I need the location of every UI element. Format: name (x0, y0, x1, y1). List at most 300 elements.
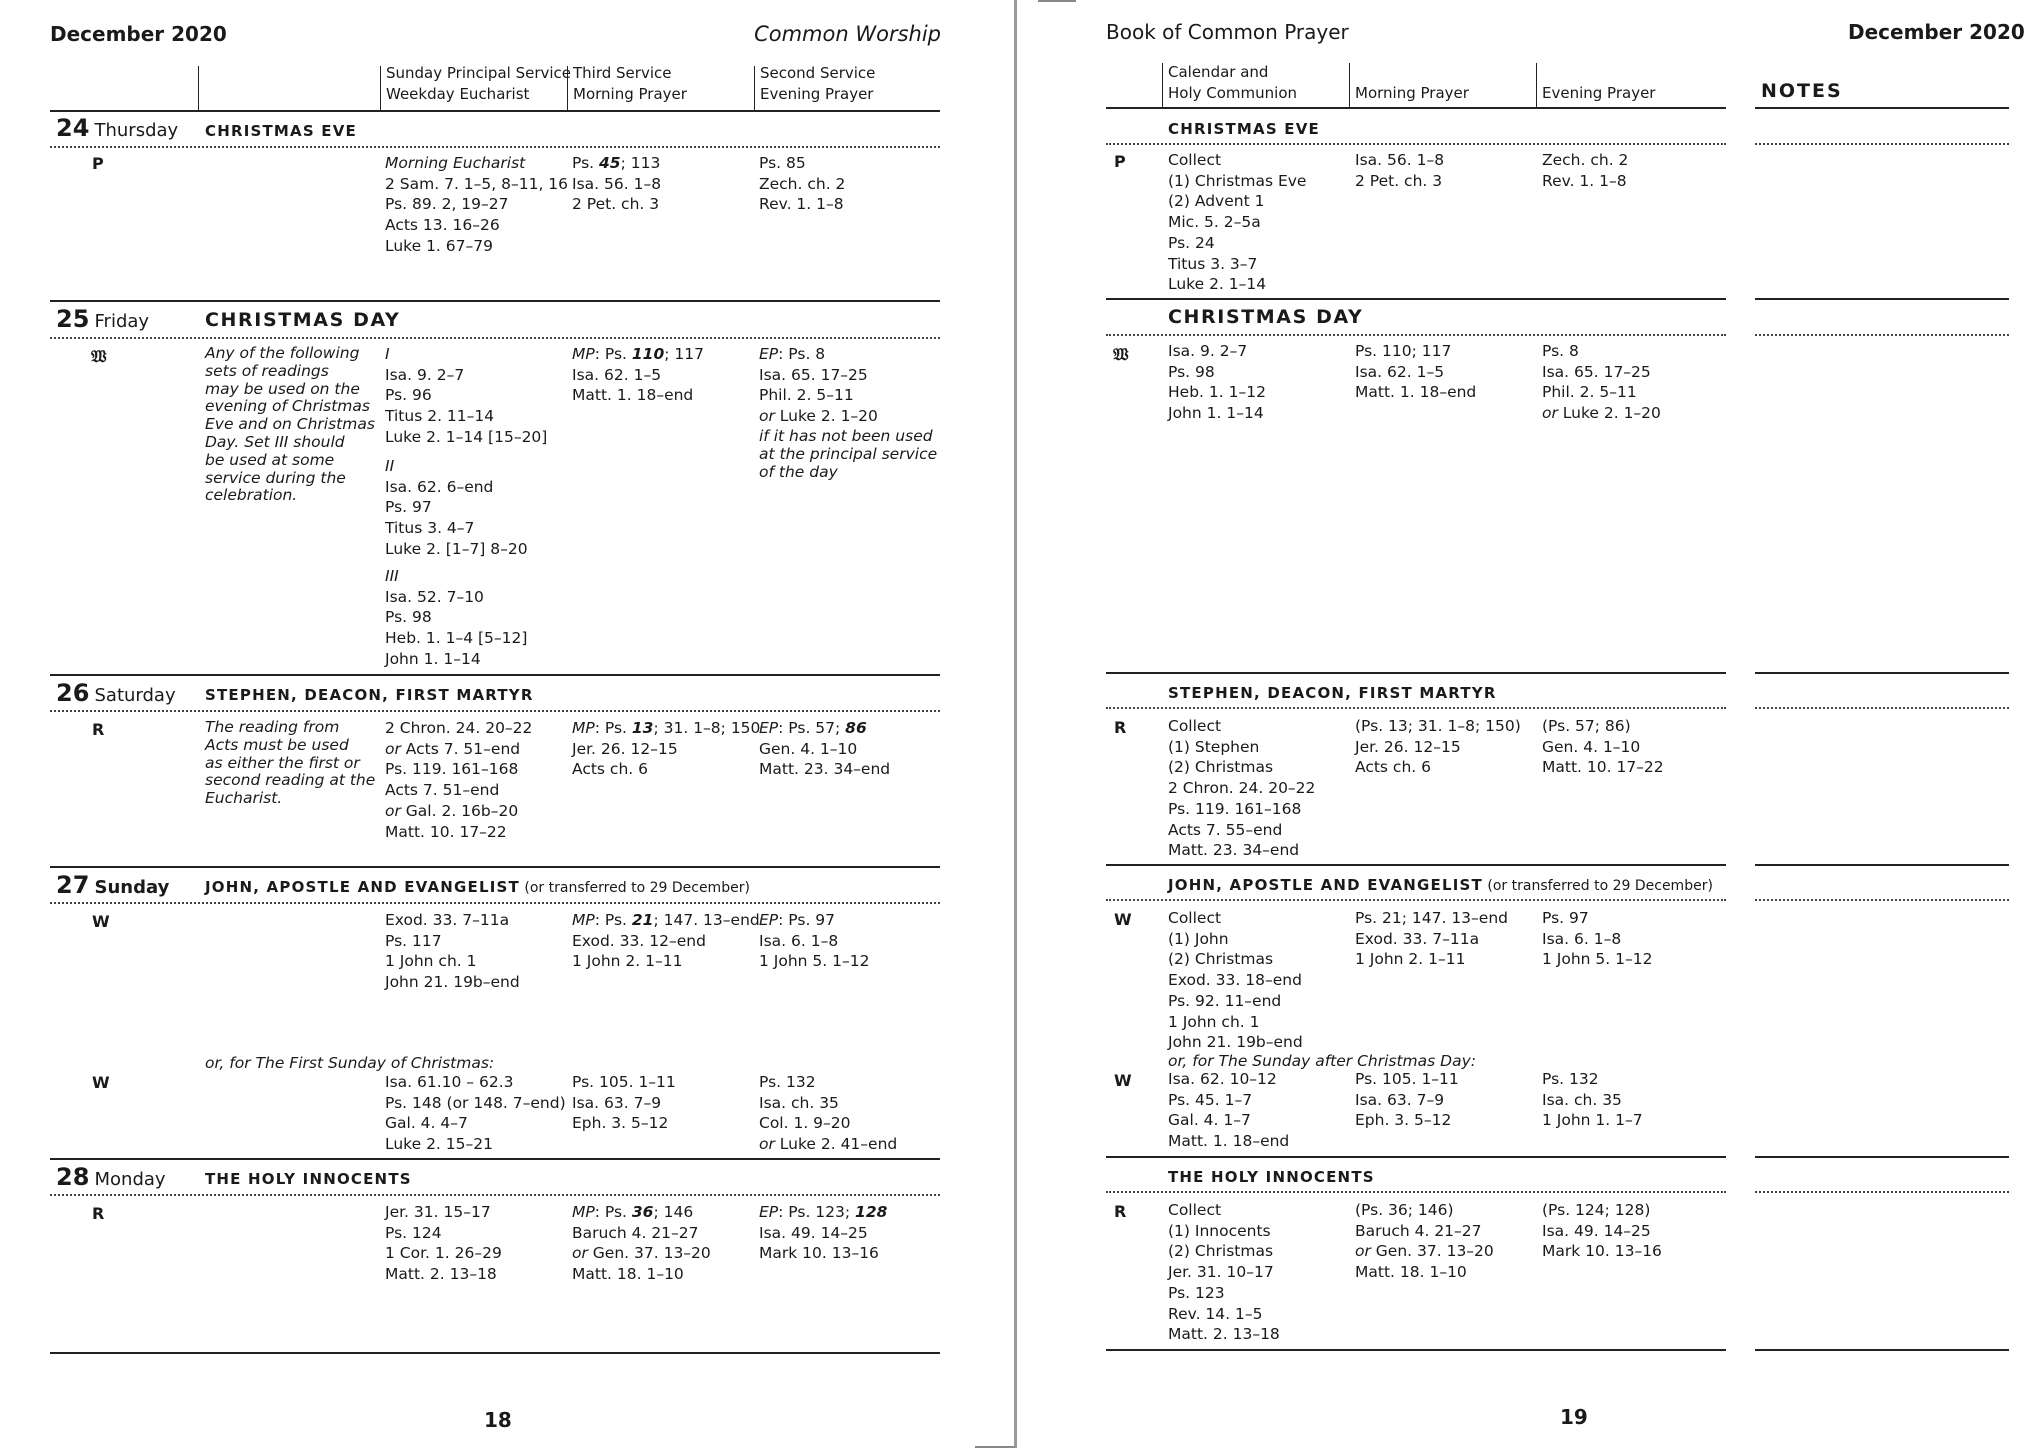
morning-prayer-readings (1355, 908, 1508, 970)
evening-prayer-readings (1542, 341, 1661, 424)
day-heading (56, 679, 176, 707)
reading-line: MP: Ps. 36; 146 (572, 1203, 694, 1221)
morning-prayer-readings (1355, 150, 1444, 191)
reading-line: Isa. 62. 6–end (385, 477, 494, 496)
reading-line: Heb. 1. 1–12 (1168, 383, 1266, 402)
column-header-morning (1355, 62, 1469, 104)
principal-readings-set-1 (385, 344, 547, 448)
reading-line: The reading from (205, 718, 340, 736)
liturgical-colour: R (92, 720, 105, 739)
feast-title: CHRISTMAS EVE (205, 122, 357, 140)
reading-line: Isa. 56. 1–8 (1355, 151, 1445, 169)
liturgical-colour: W (1114, 1071, 1132, 1090)
reading-line: Matt. 23. 34–end (1168, 841, 1300, 860)
reading-line: Exod. 33. 18–end (1168, 971, 1302, 990)
liturgical-colour: R (1114, 1202, 1127, 1221)
day-rule (50, 1158, 940, 1160)
evening-prayer-readings (1542, 908, 1652, 970)
holy-communion-readings (1168, 908, 1303, 1053)
evening-prayer-readings (1542, 150, 1628, 191)
dotted-rule (1106, 143, 1726, 145)
reading-line: (2) Advent 1 (1168, 192, 1265, 211)
reading-line: Isa. 9. 2–7 (385, 365, 465, 384)
header-divider (1536, 63, 1537, 107)
reading-line: Isa. ch. 35 (759, 1093, 839, 1112)
feast-title: STEPHEN, DEACON, FIRST MARTYR (1168, 684, 1497, 702)
reading-line: Exod. 33. 7–11a (385, 911, 510, 929)
evening-prayer-readings (759, 1202, 887, 1264)
morning-prayer-readings (572, 910, 760, 972)
notes-rule (1755, 1156, 2009, 1158)
reading-line: John 1. 1–14 (385, 649, 481, 668)
liturgical-colour: P (92, 154, 104, 173)
evening-prayer-readings (1542, 1200, 1662, 1262)
left-page (0, 0, 1018, 1448)
morning-prayer-readings (1355, 1200, 1494, 1283)
reading-line: Ps. 45. 1–7 (1168, 1090, 1253, 1109)
reading-line: service during the (205, 468, 346, 487)
evening-prayer-readings (759, 344, 878, 427)
running-head-title: Book of Common Prayer (1106, 20, 1349, 44)
reading-line: 1 John 5. 1–12 (759, 952, 870, 971)
liturgical-colour: W (92, 912, 110, 931)
reading-line: Ps. 45; 113 (572, 154, 661, 172)
day-number: 26 (56, 679, 90, 707)
reading-line: Morning Eucharist (385, 154, 526, 172)
day-heading (56, 871, 169, 899)
reading-line: or Gal. 2. 16b–20 (385, 801, 519, 820)
day-rule (1106, 1349, 1726, 1351)
reading-line: Eve and on Christmas (205, 415, 375, 434)
reading-line: Jer. 26. 12–15 (1355, 737, 1461, 756)
reading-line: Phil. 2. 5–11 (759, 386, 854, 405)
feast-title: THE HOLY INNOCENTS (1168, 1168, 1375, 1186)
notes-rule (1755, 1349, 2009, 1351)
reading-line: Collect (1168, 717, 1222, 735)
morning-prayer-readings (572, 1202, 711, 1285)
reading-line: (Ps. 36; 146) (1355, 1201, 1454, 1219)
reading-line: Ps. 124 (385, 1223, 442, 1242)
reading-line: Isa. 6. 1–8 (759, 931, 839, 950)
running-head-date: December 2020 (1848, 20, 2025, 44)
feast-title: CHRISTMAS EVE (1168, 120, 1320, 138)
reading-line: II (385, 457, 395, 475)
reading-line: Luke 2. [1–7] 8–20 (385, 539, 528, 558)
reading-line: Eucharist. (205, 789, 283, 808)
reading-line: Ps. 132 (1542, 1070, 1599, 1088)
principal-readings-set-2 (385, 456, 528, 560)
reading-line: Mark 10. 13–16 (759, 1244, 879, 1263)
evening-prayer-readings (759, 1072, 897, 1155)
day-rule (1106, 298, 1726, 300)
evening-prayer-readings (759, 910, 869, 972)
reading-line: Isa. 49. 14–25 (1542, 1221, 1651, 1240)
reading-line: Isa. 6. 1–8 (1542, 929, 1622, 948)
reading-line: Jer. 31. 15–17 (385, 1203, 491, 1221)
day-rule (1106, 672, 1726, 674)
reading-line: MP: Ps. 110; 117 (572, 345, 704, 363)
reading-line: Ps. 97 (1542, 909, 1589, 927)
reading-line: Matt. 1. 18–end (1355, 383, 1477, 402)
reading-line: Jer. 31. 10–17 (1168, 1263, 1274, 1282)
reading-line: Jer. 26. 12–15 (572, 739, 678, 758)
holy-communion-readings (1168, 150, 1306, 295)
reading-line: Luke 1. 67–79 (385, 236, 493, 255)
reading-line: Mic. 5. 2–5a (1168, 213, 1261, 232)
reading-line: Isa. 61.10 – 62.3 (385, 1073, 514, 1091)
header-divider (1162, 63, 1163, 107)
column-header-second (760, 63, 875, 105)
notes-rule (1755, 298, 2009, 300)
day-number: 28 (56, 1163, 90, 1191)
feast-name: JOHN, APOSTLE AND EVANGELIST (205, 878, 520, 896)
reading-line: Isa. 49. 14–25 (759, 1223, 868, 1242)
notes-dotted-rule (1755, 334, 2009, 336)
holy-communion-readings (1168, 1200, 1280, 1345)
feast-title: THE HOLY INNOCENTS (205, 1170, 412, 1188)
reading-line: (Ps. 57; 86) (1542, 717, 1631, 735)
feast-title: CHRISTMAS DAY (1168, 306, 1364, 328)
reading-line: EP: Ps. 97 (759, 911, 836, 929)
evening-prayer-readings (759, 153, 845, 215)
morning-prayer-readings (1355, 716, 1521, 778)
reading-line: Exod. 33. 7–11a (1355, 929, 1480, 948)
header-divider (198, 66, 199, 110)
dotted-rule (50, 710, 940, 712)
feast-title: CHRISTMAS DAY (205, 309, 401, 331)
column-header-line: Morning Prayer (573, 85, 687, 103)
principal-readings (385, 1202, 502, 1285)
reading-line: evening of Christmas (205, 397, 370, 416)
liturgical-colour: P (1114, 152, 1126, 171)
principal-readings (385, 1072, 566, 1155)
reading-line: Ps. 123 (1168, 1283, 1225, 1302)
morning-prayer-readings (572, 344, 704, 406)
reading-line: Gen. 4. 1–10 (759, 739, 858, 758)
day-rule (1106, 1156, 1726, 1158)
reading-line: Any of the following (205, 344, 360, 362)
liturgical-colour: R (1114, 718, 1127, 737)
reading-line: Isa. ch. 35 (1542, 1090, 1622, 1109)
notes-dotted-rule (1755, 899, 2009, 901)
reading-line: Acts 13. 16–26 (385, 216, 500, 235)
reading-line: Ps. 8 (1542, 342, 1579, 360)
reading-line: Ps. 92. 11–end (1168, 991, 1282, 1010)
day-name: Saturday (94, 685, 176, 706)
reading-line: sets of readings (205, 361, 329, 380)
reading-line: Collect (1168, 1201, 1222, 1219)
principal-readings (385, 153, 568, 257)
holy-communion-readings (1168, 716, 1315, 861)
reading-line: Mark 10. 13–16 (1542, 1242, 1662, 1261)
day-number: 27 (56, 871, 90, 899)
column-header-line (1542, 62, 1655, 83)
reading-line: (2) Christmas (1168, 950, 1274, 969)
day-heading (56, 1163, 166, 1191)
reading-line: John 1. 1–14 (1168, 404, 1264, 423)
reading-line: Exod. 33. 12–end (572, 931, 706, 950)
notes-dotted-rule (1755, 1191, 2009, 1193)
reading-line: MP: Ps. 13; 31. 1–8; 150 (572, 719, 761, 737)
reading-line: Ps. 98 (385, 608, 432, 627)
liturgical-colour: W (1114, 910, 1132, 929)
reading-line: 1 John 1. 1–7 (1542, 1111, 1643, 1130)
reading-line: 1 Cor. 1. 26–29 (385, 1244, 502, 1263)
reading-line: Day. Set III should (205, 432, 345, 451)
reading-line: as either the first or (205, 753, 360, 772)
dotted-rule (1106, 707, 1726, 709)
column-header-line: Weekday Eucharist (386, 85, 530, 103)
feast-title: STEPHEN, DEACON, FIRST MARTYR (205, 686, 534, 704)
reading-line: Luke 2. 15–21 (385, 1135, 493, 1154)
morning-prayer-readings (1355, 341, 1476, 403)
evening-prayer-readings (759, 718, 890, 780)
column-header-line: Sunday Principal Service (386, 64, 572, 82)
holy-communion-readings (1168, 341, 1266, 424)
reading-line: Col. 1. 9–20 (759, 1114, 851, 1133)
liturgical-colour-white-festival: 𝔚 (1113, 345, 1129, 365)
reading-line: 2 Chron. 24. 20–22 (385, 719, 533, 737)
reading-line: Matt. 18. 1–10 (1355, 1263, 1467, 1282)
column-header-holy-communion (1168, 62, 1297, 104)
column-header-line: Calendar and (1168, 63, 1269, 81)
reading-line: Collect (1168, 909, 1222, 927)
reading-line: second reading at the (205, 771, 376, 790)
header-rule (50, 110, 940, 112)
reading-line: (2) Christmas (1168, 1242, 1274, 1261)
reading-line: Ps. 110; 117 (1355, 342, 1452, 360)
column-header-line (1355, 62, 1469, 83)
holy-communion-readings (1168, 1069, 1289, 1152)
reading-line: Acts ch. 6 (572, 760, 648, 779)
reading-line: 1 John ch. 1 (385, 952, 477, 971)
rubric-note (205, 719, 375, 808)
day-rule (1106, 864, 1726, 866)
column-header-line: Second Service (760, 64, 876, 82)
reading-line: EP: Ps. 8 (759, 345, 826, 363)
reading-line: Collect (1168, 151, 1222, 169)
reading-line: 2 Sam. 7. 1–5, 8–11, 16 (385, 174, 569, 193)
column-header-line: Evening Prayer (1542, 84, 1656, 102)
reading-line: Matt. 18. 1–10 (572, 1265, 684, 1284)
reading-line: Isa. 56. 1–8 (572, 174, 662, 193)
reading-line: I (385, 345, 390, 363)
reading-line: Baruch 4. 21–27 (1355, 1221, 1482, 1240)
reading-line: Isa. 62. 10–12 (1168, 1070, 1277, 1088)
header-rule (1106, 107, 1726, 109)
column-header-third (573, 63, 687, 105)
day-name: Thursday (94, 120, 179, 141)
reading-line: (1) John (1168, 929, 1229, 948)
reading-line: or Gen. 37. 13–20 (572, 1244, 711, 1263)
notes-rule (1755, 107, 2009, 109)
reading-line: Ps. 89. 2, 19–27 (385, 195, 509, 214)
reading-line: Titus 2. 11–14 (385, 407, 495, 426)
notes-title: NOTES (1761, 80, 1843, 102)
reading-line: Isa. 9. 2–7 (1168, 342, 1248, 360)
reading-line: or Luke 2. 1–20 (1542, 404, 1661, 423)
reading-line: 2 Pet. ch. 3 (572, 195, 660, 214)
reading-line: Isa. 63. 7–9 (1355, 1090, 1445, 1109)
reading-line: Isa. 62. 1–5 (1355, 362, 1445, 381)
notes-rule (1755, 864, 2009, 866)
reading-line: Phil. 2. 5–11 (1542, 383, 1637, 402)
day-heading (56, 305, 149, 333)
reading-line: Ps. 21; 147. 13–end (1355, 909, 1508, 927)
dotted-rule (1106, 1191, 1726, 1193)
morning-prayer-readings (1355, 1069, 1459, 1131)
column-header-evening (1542, 62, 1655, 104)
reading-line: Acts ch. 6 (1355, 758, 1431, 777)
reading-line: may be used on the (205, 379, 360, 398)
reading-line: 2 Chron. 24. 20–22 (1168, 779, 1316, 798)
notes-dotted-rule (1755, 143, 2009, 145)
reading-line: Titus 3. 3–7 (1168, 254, 1258, 273)
reading-line: Acts must be used (205, 735, 349, 754)
day-name: Sunday (94, 877, 170, 898)
reading-line: Ps. 96 (385, 386, 432, 405)
reading-line: Ps. 119. 161–168 (1168, 799, 1302, 818)
reading-line: or Acts 7. 51–end (385, 739, 521, 758)
reading-line: Gen. 4. 1–10 (1542, 737, 1641, 756)
alternative-label: or, for The Sunday after Christmas Day: (1168, 1052, 1476, 1070)
reading-line: Ps. 105. 1–11 (1355, 1070, 1459, 1088)
reading-line: Eph. 3. 5–12 (572, 1114, 669, 1133)
liturgical-colour: R (92, 1204, 105, 1223)
column-header-line: Holy Communion (1168, 84, 1298, 102)
reading-line: Ps. 98 (1168, 362, 1215, 381)
reading-line: 1 John 5. 1–12 (1542, 950, 1653, 969)
alternative-label: or, for The First Sunday of Christmas: (205, 1054, 495, 1072)
evening-prayer-readings (1542, 1069, 1643, 1131)
reading-line: EP: Ps. 123; 128 (759, 1203, 888, 1221)
day-rule (50, 674, 940, 676)
reading-line: Ps. 132 (759, 1073, 816, 1091)
reading-line: Gal. 4. 4–7 (385, 1114, 468, 1133)
feast-name: JOHN, APOSTLE AND EVANGELIST (1168, 876, 1483, 894)
dotted-rule (50, 337, 940, 339)
reading-line: 1 John 2. 1–11 (572, 952, 683, 971)
day-name: Friday (94, 311, 150, 332)
reading-line: Ps. 119. 161–168 (385, 760, 519, 779)
reading-line: celebration. (205, 486, 298, 505)
reading-line: Rev. 1. 1–8 (759, 195, 844, 214)
reading-line: Matt. 1. 18–end (572, 386, 694, 405)
dotted-rule (50, 902, 940, 904)
reading-line: Luke 2. 1–14 [15–20] (385, 427, 548, 446)
reading-line: Matt. 23. 34–end (759, 760, 891, 779)
day-heading (56, 114, 178, 142)
evening-prayer-readings (1542, 716, 1664, 778)
reading-line: 1 John 2. 1–11 (1355, 950, 1466, 969)
reading-line: Ps. 85 (759, 154, 806, 172)
column-header-line: Third Service (573, 64, 672, 82)
day-rule (50, 300, 940, 302)
reading-line: Rev. 14. 1–5 (1168, 1304, 1263, 1323)
reading-line: be used at some (205, 450, 335, 469)
reading-line: (1) Stephen (1168, 737, 1260, 756)
morning-prayer-readings (572, 153, 661, 215)
feast-title (205, 878, 750, 896)
running-head-title: Common Worship (754, 22, 941, 46)
reading-line: Ps. 117 (385, 931, 442, 950)
dotted-rule (50, 1194, 940, 1196)
reading-line: (1) Innocents (1168, 1221, 1271, 1240)
dotted-rule (1106, 334, 1726, 336)
principal-readings (385, 718, 532, 842)
liturgical-colour: W (92, 1073, 110, 1092)
reading-line: Isa. 52. 7–10 (385, 587, 484, 606)
day-number: 25 (56, 305, 90, 333)
reading-line: at the principal service (759, 444, 938, 463)
reading-line: EP: Ps. 57; 86 (759, 719, 867, 737)
principal-readings-set-3 (385, 566, 527, 670)
day-rule (50, 1352, 940, 1354)
reading-line: Zech. ch. 2 (759, 174, 846, 193)
reading-line: Rev. 1. 1–8 (1542, 171, 1627, 190)
page-number: 18 (484, 1408, 512, 1432)
reading-line: John 21. 19b–end (1168, 1033, 1303, 1052)
reading-line: 2 Pet. ch. 3 (1355, 171, 1443, 190)
day-rule (50, 866, 940, 868)
reading-line: Matt. 2. 13–18 (1168, 1325, 1280, 1344)
reading-line: (Ps. 124; 128) (1542, 1201, 1651, 1219)
reading-line: or Gen. 37. 13–20 (1355, 1242, 1494, 1261)
morning-prayer-readings (572, 718, 760, 780)
reading-line: Isa. 62. 1–5 (572, 365, 662, 384)
running-head-date: December 2020 (50, 22, 227, 46)
liturgical-colour-white-festival: 𝔚 (91, 347, 107, 367)
reading-line: Matt. 1. 18–end (1168, 1132, 1290, 1151)
book-spine (1014, 0, 1017, 1448)
page-number: 19 (1560, 1405, 1588, 1429)
reading-line: Ps. 24 (1168, 233, 1215, 252)
reading-line: III (385, 567, 399, 585)
reading-line: Ps. 105. 1–11 (572, 1073, 676, 1091)
feast-note: (or transferred to 29 December) (1482, 878, 1713, 894)
principal-readings (385, 910, 520, 993)
reading-line: or Luke 2. 1–20 (759, 407, 878, 426)
reading-line: Titus 3. 4–7 (385, 519, 475, 538)
column-header-line: Morning Prayer (1355, 84, 1469, 102)
reading-line: Eph. 3. 5–12 (1355, 1111, 1452, 1130)
dotted-rule (50, 146, 940, 148)
reading-line: or Luke 2. 41–end (759, 1135, 898, 1154)
reading-line: if it has not been used (759, 427, 933, 445)
reading-line: Isa. 63. 7–9 (572, 1093, 662, 1112)
rubric-note (205, 345, 375, 505)
reading-line: (2) Christmas (1168, 758, 1274, 777)
feast-title (1168, 876, 1713, 894)
right-page (1018, 0, 2037, 1448)
header-divider (1349, 63, 1350, 107)
day-number: 24 (56, 114, 90, 142)
reading-line: Isa. 65. 17–25 (759, 365, 868, 384)
reading-line: Isa. 65. 17–25 (1542, 362, 1651, 381)
reading-line: Ps. 97 (385, 498, 432, 517)
reading-line: Matt. 10. 17–22 (1542, 758, 1664, 777)
reading-line: Matt. 2. 13–18 (385, 1265, 497, 1284)
header-divider (380, 66, 381, 110)
notes-rule (1755, 672, 2009, 674)
reading-line: Matt. 10. 17–22 (385, 822, 507, 841)
reading-line: MP: Ps. 21; 147. 13–end (572, 911, 760, 929)
morning-prayer-readings (572, 1072, 676, 1134)
reading-line: Heb. 1. 1–4 [5–12] (385, 629, 528, 648)
reading-line: Zech. ch. 2 (1542, 151, 1629, 169)
day-name: Monday (94, 1169, 166, 1190)
header-divider (754, 66, 755, 110)
